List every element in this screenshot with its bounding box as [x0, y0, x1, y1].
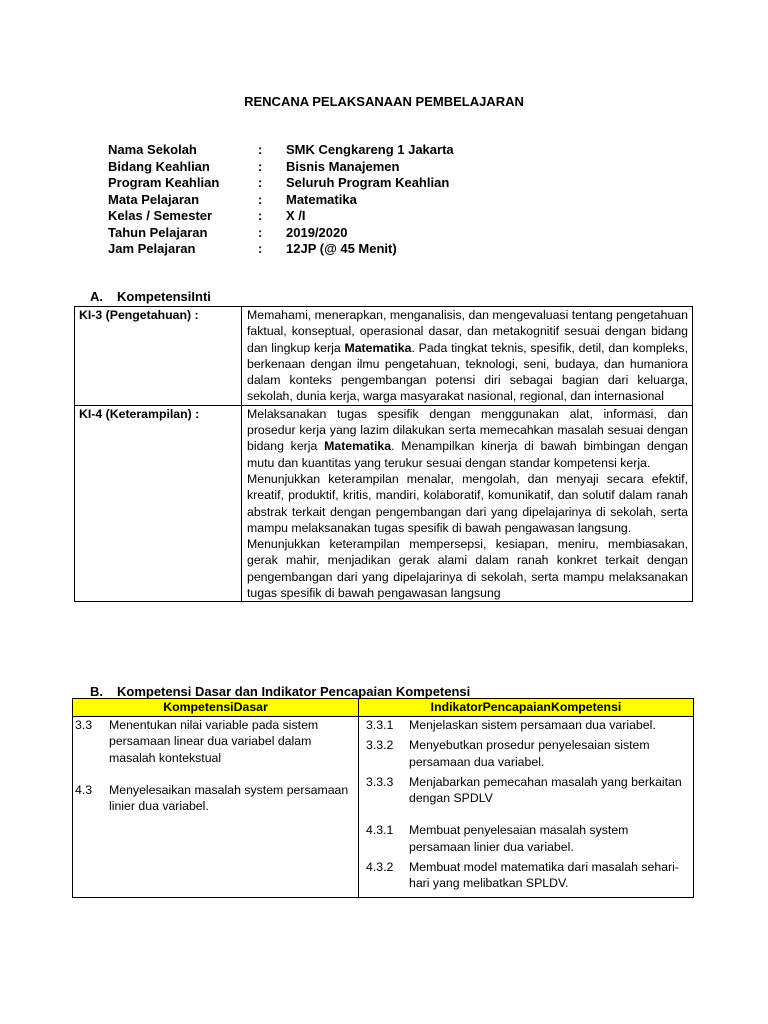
- info-row-program: [108, 175, 454, 192]
- ki3-text-part: . Pada tingkat teknis, spesifik, detil, dan kompleks, berkenaan dengan ilmu pengetahuan, teknologi, seni, budaya, dan humaniora dalam konteks pengembangan potensi diri sebagai bagian dari keluarga, sekolah, dunia kerja, warga masyarakat nasional, regional, dan internasional: [247, 340, 688, 404]
- core-competency-table: [74, 306, 693, 602]
- info-label: Jam Pelajaran: [108, 241, 196, 256]
- ipk-item: [366, 774, 691, 807]
- ki4-paragraph: Menunjukkan keterampilan menalar, mengolah, dan menyaji secara efektif, kreatif, produktif, kritis, mandiri, kolaboratif, komunikatif, dan solutif dalam ranah abstrak terkait dengan pengembangan dari yang dipelajarinya di sekolah, serta mampu melaksanakan tugas spesifik di bawah pengawasan langsung.: [247, 471, 688, 535]
- info-row-school-name: [108, 142, 454, 159]
- section-a-heading: [90, 289, 211, 304]
- info-colon: :: [258, 158, 263, 174]
- info-label: Program Keahlian: [108, 175, 220, 190]
- info-label: Mata Pelajaran: [108, 191, 200, 207]
- ki3-text-part: Memahami, menerapkan, menganalisis, dan mengevaluasi tentang pengetahuan faktual, konseptual, operasional dasar, dan metakognitif sesuai dengan bidang dan lingkup kerja: [247, 308, 688, 355]
- kd-item: [75, 717, 356, 766]
- info-value: 2019/2020: [286, 224, 348, 240]
- info-label: Tahun Pelajaran: [108, 224, 208, 240]
- ipk-text: Menyebutkan prosedur penyelesaian sistem persamaan dua variabel.: [409, 738, 650, 769]
- ipk-header: IndikatorPencapaianKompetensi: [359, 699, 694, 717]
- ki4-paragraph: [247, 406, 688, 471]
- ki4-subject-bold: Matematika: [324, 439, 392, 454]
- info-label: Nama Sekolah: [108, 142, 197, 157]
- kd-number: 3.3: [75, 718, 93, 732]
- kd-text: Menyelesaikan masalah system persamaan linier dua variabel.: [109, 782, 349, 814]
- ki3-subject-bold: Matematika: [344, 340, 412, 355]
- info-colon: :: [258, 208, 263, 223]
- info-colon: :: [258, 241, 263, 256]
- kd-number: 4.3: [75, 782, 93, 797]
- ipk-text: Membuat model matematika dari masalah sehari-hari yang melibatkan SPLDV.: [409, 860, 679, 891]
- ipk-item: [366, 717, 691, 733]
- section-b-heading: [90, 684, 470, 699]
- info-colon: :: [258, 142, 263, 157]
- section-title: KompetensiInti: [117, 289, 211, 304]
- info-row-class: [108, 208, 454, 225]
- basic-competency-table: [72, 698, 694, 898]
- ipk-number: 3.3.3: [366, 774, 394, 789]
- ki4-text-part: Melaksanakan tugas spesifik dengan menggunakan alat, informasi, dan prosedur kerja yang lazim dilakukan serta memecahkan masalah sesuai dengan bidang kerja: [247, 406, 688, 454]
- ipk-number: 3.3.2: [366, 738, 394, 753]
- kd-header: KompetensiDasar: [73, 699, 359, 717]
- ipk-number: 4.3.1: [366, 823, 394, 838]
- info-value: Bisnis Manajemen: [286, 158, 400, 174]
- table-row: [73, 717, 694, 898]
- ipk-number: 4.3.2: [366, 860, 394, 875]
- info-row-subject: [108, 192, 454, 209]
- info-value: Matematika: [286, 191, 357, 207]
- ipk-item: [366, 737, 691, 770]
- ki4-paragraph: Menunjukkan keterampilan mempersepsi, kesiapan, meniru, membiasakan, gerak mahir, menjadikan gerak alami dalam ranah konkret terkait dengan pengembangan dari yang dipelajarinya di sekolah, serta mampu melaksanakan tugas spesifik di bawah pengawasan langsung: [247, 537, 688, 601]
- info-value: 12JP (@ 45 Menit): [286, 241, 397, 256]
- kd-text: Menentukan nilai variable pada sistem persamaan linear dua variabel dalam masalah kontekstual: [109, 718, 319, 765]
- ipk-text: Menjelaskan sistem persamaan dua variabel.: [409, 718, 656, 732]
- ipk-number: 3.3.1: [366, 718, 394, 732]
- ipk-text: Membuat penyelesaian masalah system persamaan linier dua variabel.: [409, 823, 629, 854]
- section-letter: A.: [90, 289, 103, 304]
- section-letter: B.: [90, 684, 103, 699]
- ki4-text: [242, 405, 693, 602]
- kd-cell: [73, 717, 359, 898]
- ki3-label: KI-3 (Pengetahuan) :: [75, 307, 242, 406]
- info-colon: :: [258, 224, 263, 240]
- info-label: Kelas / Semester: [108, 208, 213, 223]
- info-colon: :: [258, 175, 263, 190]
- ki3-text: [242, 307, 693, 406]
- info-value: X /I: [286, 208, 306, 223]
- info-row-hours: [108, 241, 454, 258]
- info-row-field: [108, 159, 454, 176]
- ipk-item: [366, 822, 691, 855]
- school-info: [108, 142, 454, 258]
- ipk-text: Menjabarkan pemecahan masalah yang berkaitan dengan SPDLV: [409, 774, 682, 806]
- info-value: SMK Cengkareng 1 Jakarta: [286, 142, 454, 157]
- ipk-cell: [359, 717, 694, 898]
- section-title: Kompetensi Dasar dan Indikator Pencapaian Kompetensi: [117, 684, 471, 699]
- info-value: Seluruh Program Keahlian: [286, 175, 450, 190]
- table-row: [75, 405, 693, 602]
- table-row: [75, 307, 693, 406]
- info-row-year: [108, 225, 454, 242]
- info-colon: :: [258, 191, 263, 207]
- document-title: RENCANA PELAKSANAAN PEMBELAJARAN: [244, 94, 524, 109]
- info-label: Bidang Keahlian: [108, 158, 210, 174]
- ki4-label: KI-4 (Keterampilan) :: [75, 405, 242, 602]
- kd-item: [75, 782, 356, 815]
- ki4-text-part: . Menampilkan kinerja di bawah bimbingan dengan mutu dan kuantitas yang terukur sesuai dengan standar kompetensi kerja.: [247, 439, 688, 470]
- table-header-row: [73, 699, 694, 717]
- ipk-item: [366, 859, 691, 892]
